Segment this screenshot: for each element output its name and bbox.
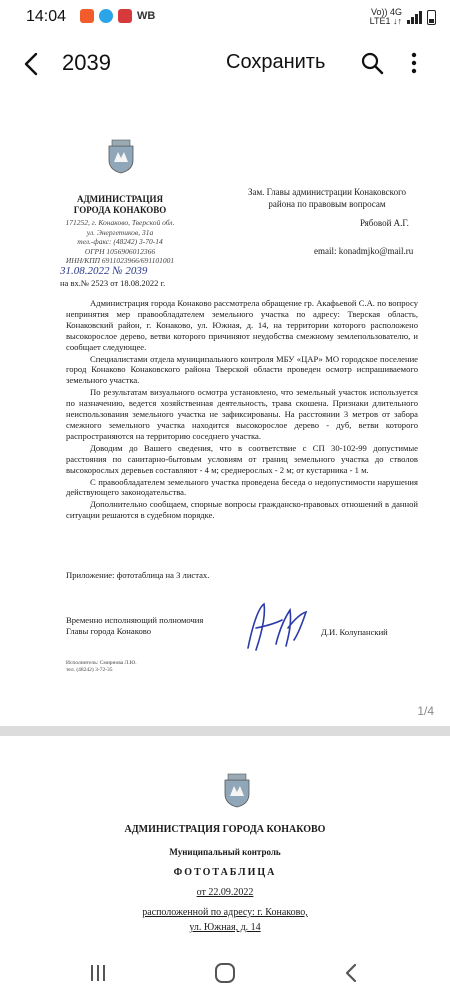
network-label-bottom: LTE1 ↓↑ [369, 16, 402, 26]
coat-of-arms-icon [222, 772, 252, 808]
navigation-bar [0, 946, 450, 1000]
recipient-name: Рябовой А.Г. [360, 218, 409, 228]
back-icon[interactable] [338, 960, 366, 986]
recipient-line1: Зам. Главы администрации Конаковского [247, 187, 407, 197]
page2-subtitle: Муниципальный контроль [169, 847, 281, 857]
document-page-2[interactable] [0, 736, 450, 946]
gallery-notification-icon [118, 9, 132, 23]
status-time: 14:04 [26, 8, 67, 25]
more-vert-icon[interactable] [404, 50, 424, 76]
paragraph-2: Специалистами отдела муниципального контроля МБУ «ЦАР» МО городское поселение город Конаково Конаковского района Тверской области проведен осмотр испрашиваемого земельного участка. [66, 353, 418, 386]
document-page-1[interactable] [0, 94, 450, 726]
ogrn-line: ОГРН 1056906012366 [84, 246, 156, 256]
recipient-line2: района по правовым вопросам [268, 199, 386, 209]
org-line1: АДМИНИСТРАЦИЯ [76, 194, 164, 204]
app-notification-icon [80, 9, 94, 23]
network-label [370, 8, 402, 26]
document-viewer[interactable] [0, 94, 450, 946]
coat-of-arms-icon [106, 138, 136, 174]
org-line2: ГОРОДА КОНАКОВО [73, 205, 167, 215]
org-address [50, 218, 190, 266]
org-header [60, 194, 180, 216]
telegram-icon [99, 9, 113, 23]
inn-line: ИНН/КПП 6911023966/691101001 [65, 256, 175, 265]
attachment-note: Приложение: фототаблица на 3 листах. [66, 570, 210, 580]
signal-icon [407, 11, 422, 24]
incoming-ref: на вх.№ 2523 от 18.08.2022 г. [60, 278, 166, 288]
page2-location-line2: ул. Южная, д. 14 [189, 922, 261, 933]
executor-line2: тел. (48242) 3-72-35 [66, 667, 113, 673]
paragraph-1: Администрация города Конаково рассмотрела обращение гр. Акафьевой С.А. по вопросу непринятия мер правообладателем земельного участка по адресу: Тверская область, Конаковский район, г. Конаково, ул. Южная, д. 14, на территории которого расположено высокорослое дерево, ветви которого причиняют неудобства смежному землепользователю, и сообщает следующее. [66, 298, 418, 352]
paragraph-5: С правообладателем земельного участка проведена беседа о недопустимости нарушения действующего законодательства. [66, 476, 418, 498]
signer-line1: Временно исполняющий полномочия [66, 615, 204, 625]
document-title: 2039 [62, 50, 111, 75]
address-line1: 171252, г. Конаково, Тверской обл. [65, 218, 175, 227]
page-indicator: 1/4 [417, 704, 434, 718]
recent-apps-icon[interactable] [84, 960, 112, 986]
paragraph-4: Доводим до Вашего сведения, что в соответствие с СП 30-102-99 допустимые расстояния по санитарно-бытовым условиям от границ земельного участка до стволов высокорослых деревьев составляют - 4 м; среднерослых - 2 м; от кустарника - 1 м. [66, 442, 418, 475]
back-arrow-icon[interactable] [18, 50, 46, 78]
battery-icon [427, 10, 436, 25]
recipient-block [222, 186, 432, 210]
page2-date: от 22.09.2022 [196, 887, 254, 898]
paragraph-6: Дополнительно сообщаем, спорные вопросы гражданско-правовых отношений в данной ситуации решаются в судебном порядке. [66, 499, 418, 521]
notification-icons [80, 9, 155, 23]
page2-doc-title: ФОТОТАБЛИЦА [173, 867, 277, 878]
address-line2: ул. Энергетиков, 31а [86, 227, 154, 237]
app-bar [0, 34, 450, 94]
signer-name: Д.И. Колупанский [321, 627, 388, 637]
signer-title [66, 615, 203, 637]
executor-info [66, 660, 137, 674]
save-button[interactable]: Сохранить [226, 51, 326, 73]
system-indicators [370, 8, 436, 26]
handwritten-signature [236, 598, 316, 658]
page2-org-title: АДМИНИСТРАЦИЯ ГОРОДА КОНАКОВО [124, 824, 326, 835]
page2-location-line1: расположенной по адресу: г. Конаково, [142, 907, 308, 918]
home-icon[interactable] [211, 960, 239, 986]
network-label-top: Vo)) 4G [370, 7, 402, 17]
executor-line1: Исполнитель: Смирнова Л.Ю. [66, 660, 137, 666]
paragraph-3: По результатам визуального осмотра установлено, что земельный участок используется по назначению, ведется хозяйственная деятельность, трава скошена. Признаки длительного неиспользования земельного участка не зафиксированы. На расстоянии 3 метров от забора смежного земельного участка находится высокорослое дерево - дуб, ветви которого распространяются на территорию соседнего участка. [66, 387, 418, 441]
signer-line2: Главы города Конаково [66, 626, 152, 636]
phone-line: тел.-факс: (48242) 3-70-14 [77, 237, 163, 246]
recipient-email: email: konadmjko@mail.ru [314, 246, 414, 256]
wb-notification-icon: WB [137, 10, 156, 22]
handwritten-outgoing-ref: 31.08.2022 № 2039 [60, 265, 148, 277]
letter-body [66, 298, 418, 522]
search-icon[interactable] [360, 51, 384, 75]
status-bar [0, 0, 450, 34]
